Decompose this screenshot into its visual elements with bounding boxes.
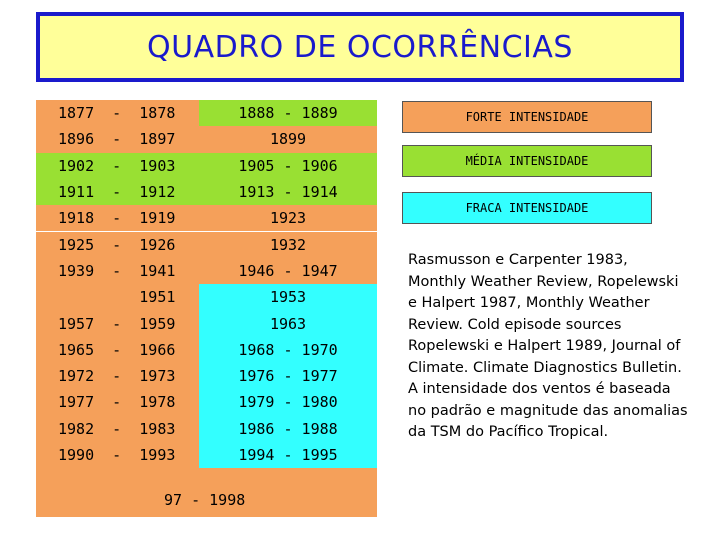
table-cell-right: 1953 [199, 284, 377, 310]
table-cell-right: 1923 [199, 205, 377, 231]
table-cell-right: 1986 - 1988 [199, 416, 377, 442]
title-box [36, 12, 684, 82]
table-footer-row: 97 - 1998 [36, 468, 377, 517]
occurrences-table [36, 100, 377, 517]
legend-item: MÉDIA INTENSIDADE [402, 145, 652, 177]
table-cell-right: 1963 [199, 310, 377, 336]
table-cell-left: 1977 - 1978 [36, 389, 199, 415]
table-cell-left: 1939 - 1941 [36, 258, 199, 284]
table-cell-left: 1925 - 1926 [36, 232, 199, 258]
table-cell-right: 1913 - 1914 [199, 179, 377, 205]
source-text: Rasmusson e Carpenter 1983, Monthly Weather Review, Ropelewski e Halpert 1987, Monthly Weather Review. Cold episode sources Ropelewski e Halpert 1989, Journal of Climate. Climate Diagnostics Bulletin. A intensidade dos ventos é baseada no padrão e magnitude das anomalias da TSM do Pacífico Tropical. [408, 252, 688, 440]
table-cell-left: 1911 - 1912 [36, 179, 199, 205]
table-cell-left: 1957 - 1959 [36, 310, 199, 336]
table-cell-right: 1976 - 1977 [199, 363, 377, 389]
table-cell-right: 1899 [199, 126, 377, 152]
table-cell-right: 1979 - 1980 [199, 389, 377, 415]
table-cell-left: 1918 - 1919 [36, 205, 199, 231]
table-cell-left: 1972 - 1973 [36, 363, 199, 389]
table-cell-right: 1968 - 1970 [199, 337, 377, 363]
table-cell-left: 1990 - 1993 [36, 442, 199, 468]
table-cell-left: 1877 - 1878 [36, 100, 199, 126]
table-cell-right: 1932 [199, 232, 377, 258]
table-cell-right: 1905 - 1906 [199, 153, 377, 179]
table-cell-left: 1902 - 1903 [36, 153, 199, 179]
table-cell-left: 1965 - 1966 [36, 337, 199, 363]
table-cell-left: 1951 [36, 284, 199, 310]
table-cell-left: 1982 - 1983 [36, 416, 199, 442]
table-cell-right: 1994 - 1995 [199, 442, 377, 468]
table-cell-right: 1946 - 1947 [199, 258, 377, 284]
legend-item: FORTE INTENSIDADE [402, 101, 652, 133]
table-cell-left: 1896 - 1897 [36, 126, 199, 152]
table-cell-right: 1888 - 1889 [199, 100, 377, 126]
legend-item: FRACA INTENSIDADE [402, 192, 652, 224]
page-title: QUADRO DE OCORRÊNCIAS [147, 30, 573, 65]
